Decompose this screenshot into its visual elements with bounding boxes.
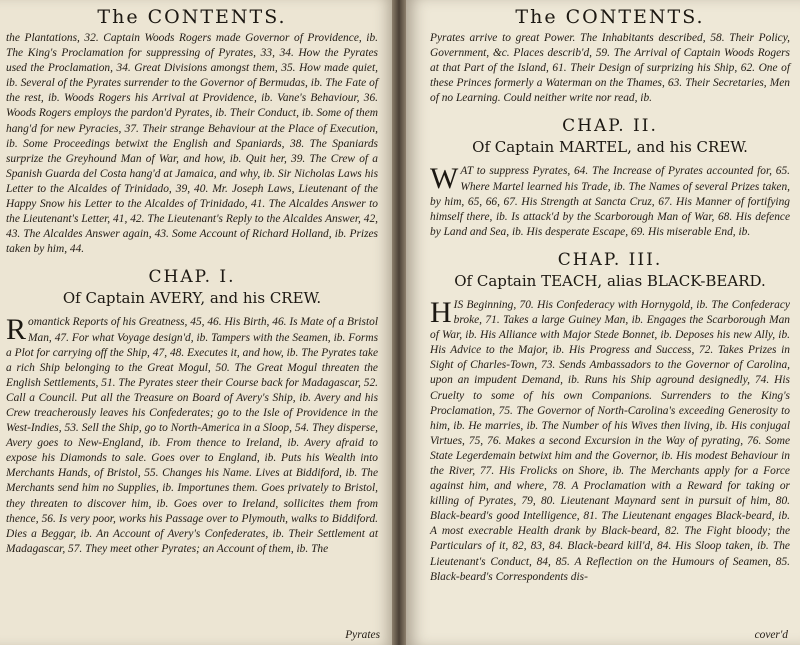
right-contents-intro: Pyrates arrive to great Power. The Inhabitants described, 58. Their Policy, Government, &c. Places describ'd, 59. The Arrival of Captain Woods Rogers at that Part of the Island, 61. Their Design of surprizing his Ship, 62. One of these Princes formerly a Waterman on the Thames, 63. Their Secretaries, Men of no Learning. Could neither write nor read, ib. <box>430 32 790 105</box>
right-page <box>406 0 800 645</box>
chap1-contents <box>6 315 378 557</box>
chap3-dropcap: H <box>430 295 452 329</box>
chap3-text: IS Beginning, 70. His Confederacy with Hornygold, ib. The Confederacy broke, 71. Takes a large Guiney Man, ib. Engages the Scarborough Man of War, ib. His Alliance with Major Stede Bonnet, ib. Deposes his new Ally, ib. His Advice to the Major, ib. His Progress and Success, 72. Takes Prizes in Sight of Charles-Town, 73. Sends Ambassadors to the Governor of Carolina, upon an impudent Demand, ib. Runs his Ship aground designedly, 74. His Cruelty to some of his own Companions. Surrenders to the King's Proclamation, 75. The Governor of North-Carolina's exceeding Generosity to him, ib. He marries, ib. The Number of his Wives then living, ib. His conjugal Virtues, 75, 76. Makes a second Excursion in the Way of pyrating, 76. Some State Legerdemain betwixt him and the Governor, ib. His modest Behaviour in the River, 77. His Frolicks on Shore, ib. The Merchants apply for a Force against him, and where, 78. A Proclamation with a Reward for taking or killing of Pyrates, 79, 80. Lieutenant Maynard sent in pursuit of him, 80. Black-beard's good Intelligence, 81. The Lieutenant engages Black-beard, ib. A most execrable Health drank by Black-beard, 82. The Fight bloody; the Particulars of it, 82, 83, 84. Black-beard kill'd, 84. His Sloop taken, ib. The Lieutenant's Conduct, 84, 85. A Reflection on the Humours of Seamen, 85. Black-beard's Correspondents dis- <box>430 298 790 583</box>
left-contents-intro: the Plantations, 32. Captain Woods Rogers made Governor of Providence, ib. The King's Proclamation for suppressing of Pyrates, 33, 34. How the Pyrates used the Proclamation, 34. Great Divisions amongst them, 35. How made quiet, ib. Several of the Pyrates surrender to the Governor of Bermudas, ib. The Fate of the rest, ib. Woods Rogers his Arrival at Providence, ib. Vane's Behaviour, 36. Woods Rogers employs the pardon'd Pyrates, ib. Their Conduct, ib. Some of them hang'd for new Pyracies, 37. Their strange Behaviour at the Place of Execution, ib. Some Proceedings betwixt the English and Spaniards, 38. The Spaniards surprize the Greyhound Man of War, and how, ib. Quit her, 39. The Crew of a Spanish Guarda del Costa hang'd at Jamaica, and why, ib. Sir Nicholas Laws his Letter to the Alcaldes of Trinidado, 39, 40. Mr. Joseph Laws, Lieutenant of the Happy Snow his Letter to the Alcaldes of Trinidado, 41. The Alcaldes Answer to the Lieutenant's Letter, 41, 42. The Lieutenant's Reply to the Alcaldes Answer, 42, 43. The Alcaldes Answer again, 43. Some Account of Richard Holland, ib. Prizes taken by him, 44. <box>6 32 378 256</box>
chap3-contents <box>430 295 790 585</box>
book-gutter <box>392 0 406 645</box>
right-page-heading: The CONTENTS. <box>515 6 705 28</box>
chap1-dropcap: R <box>6 313 27 347</box>
chap2-heading: CHAP. II. <box>562 116 658 137</box>
chap3-heading: CHAP. III. <box>557 249 663 270</box>
chap1-heading: CHAP. I. <box>148 267 236 288</box>
left-catchword: Pyrates <box>345 629 380 641</box>
chap2-subtitle: Of Captain MARTEL, and his CREW. <box>472 138 748 157</box>
left-page-heading: The CONTENTS. <box>97 6 287 28</box>
chap2-dropcap: W <box>430 162 459 196</box>
chap3-subtitle: Of Captain TEACH, alias BLACK-BEARD. <box>454 271 766 290</box>
chap2-text: AT to suppress Pyrates, 64. The Increase of Pyrates accounted for, 65. Where Martel learned his Trade, ib. The Names of several Prizes taken, by him, 65, 66, 67. His Strength at Sancta Cruz, 67. His Manner of fortifying himself there, ib. Is attack'd by the Scarborough Man of War, 68. His defence by Land and Sea, ib. His desperate Escape, 69. His miserable End, ib. <box>430 165 790 238</box>
chap1-subtitle: Of Captain AVERY, and his CREW. <box>62 289 322 308</box>
chap2-contents <box>430 164 790 239</box>
chap1-text: omantick Reports of his Greatness, 45, 46. His Birth, 46. Is Mate of a Bristol Man, 47. For what Voyage design'd, ib. Tampers with the Seamen, ib. Forms a Plot for carrying off the Ship, 47, 48. Executes it, and how, ib. The Pyrates take a rich Ship belonging to the Great Mogul, 50. The Great Mogul threaten the English Settlements, 51. The Pyrates steer their Course back for Madagascar, 52. Call a Council. Put all the Treasure on Board of Avery's Ship, ib. Avery and his Crew treacherously leaves his Confederates; go to the Isle of Providence in the West-Indies, 53. Sell the Ship, go to North-America in a Sloop, 54. They disperse, Avery goes to New-England, ib. From thence to Ireland, ib. Avery afraid to expose his Diamonds to sale. Goes over to England, ib. Puts his Wealth into Merchants Hands, of Bristol, 55. Changes his Name. Lives at Biddiford, ib. The Merchants send him no Supplies, ib. Importunes them. Goes privately to Bristol, they threaten to discover him, ib. Goes over to Ireland, sollicites them from thence, 56. Is very poor, works his Passage over to Plymouth, walks to Biddiford. Dies a Beggar, ib. An Account of Avery's Confederates, ib. Their Settlement at Madagascar, 57. They meet other Pyrates; an Account of them, ib. The <box>6 316 378 555</box>
left-page <box>0 0 392 645</box>
right-catchword: cover'd <box>754 629 788 641</box>
